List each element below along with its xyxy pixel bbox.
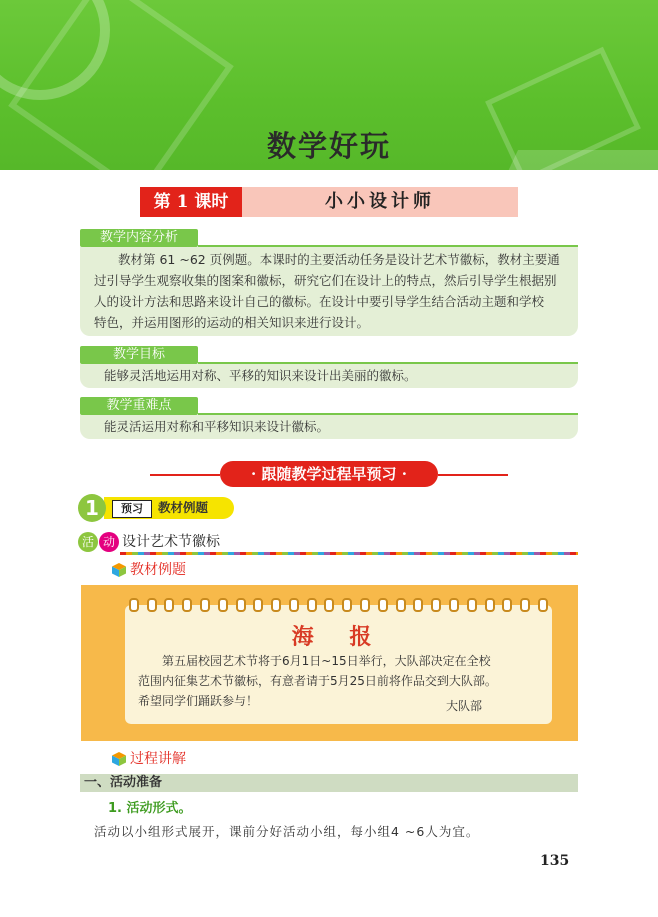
preview-tag: 预习 bbox=[112, 500, 152, 518]
analysis-line: 教材第 61 ~62 页例题。本课时的主要活动任务是设计艺术节徽标，教材主要通 bbox=[118, 252, 560, 267]
lesson-tag: 第 1 课时 bbox=[140, 187, 242, 217]
header-banner bbox=[0, 0, 658, 170]
page-number: 135 bbox=[540, 853, 570, 869]
process-heading: 过程讲解 bbox=[130, 751, 186, 767]
step1-text: 活动以小组形式展开，课前分好活动小组，每小组4 ~6人为宜。 bbox=[94, 824, 480, 839]
goal-label: 教学目标 bbox=[80, 346, 198, 364]
poster-title: 海 报 bbox=[291, 624, 386, 650]
analysis-label: 教学内容分析 bbox=[80, 229, 198, 247]
step-number-badge: 1 bbox=[78, 494, 106, 522]
cube-icon bbox=[112, 752, 126, 766]
preview-label: 教材例题 bbox=[158, 500, 209, 515]
divider-title: · 跟随教学过程早预习 · bbox=[220, 461, 438, 487]
goal-box bbox=[80, 364, 578, 388]
divider-line-right bbox=[438, 474, 508, 476]
example-heading: 教材例题 bbox=[130, 562, 186, 578]
lesson-title: 小小设计师 bbox=[325, 191, 435, 212]
poster-line: 范围内征集艺术节徽标，有意者请于5月25日前将作品交到大队部。 bbox=[138, 674, 497, 688]
activity-char-1: 活 bbox=[78, 532, 98, 552]
poster-body bbox=[138, 651, 548, 711]
analysis-line: 人的设计方法和思路来设计自己的徽标。在设计中要引导学生结合活动主题和学校 bbox=[94, 294, 545, 309]
step-heading: 一、活动准备 bbox=[84, 775, 163, 790]
goal-text: 能够灵活地运用对称、平移的知识来设计出美丽的徽标。 bbox=[104, 368, 417, 383]
page-title: 数学好玩 bbox=[266, 129, 391, 163]
keypoints-label: 教学重难点 bbox=[80, 397, 198, 415]
cube-icon bbox=[112, 563, 126, 577]
poster-signature: 大队部 bbox=[446, 699, 483, 713]
rainbow-rule bbox=[120, 552, 578, 555]
keypoints-text: 能灵活运用对称和平移知识来设计徽标。 bbox=[104, 419, 330, 434]
step1-heading: 1. 活动形式。 bbox=[108, 801, 192, 816]
analysis-line: 特色，并运用图形的运动的相关知识来进行设计。 bbox=[94, 315, 370, 330]
divider-line-left bbox=[150, 474, 220, 476]
lesson-header bbox=[140, 187, 518, 217]
analysis-box bbox=[80, 247, 578, 336]
poster-rings bbox=[125, 598, 552, 610]
activity-title: 设计艺术节徽标 bbox=[122, 534, 220, 550]
analysis-line: 过引导学生观察收集的图案和徽标，研究它们在设计上的特点，然后引导学生根据别 bbox=[94, 273, 557, 288]
activity-char-2: 动 bbox=[99, 532, 119, 552]
poster-line: 希望同学们踊跃参与！ bbox=[138, 694, 259, 708]
poster-line: 第五届校园艺术节将于6月1日~15日举行，大队部决定在全校 bbox=[162, 654, 491, 668]
keypoints-box bbox=[80, 415, 578, 439]
